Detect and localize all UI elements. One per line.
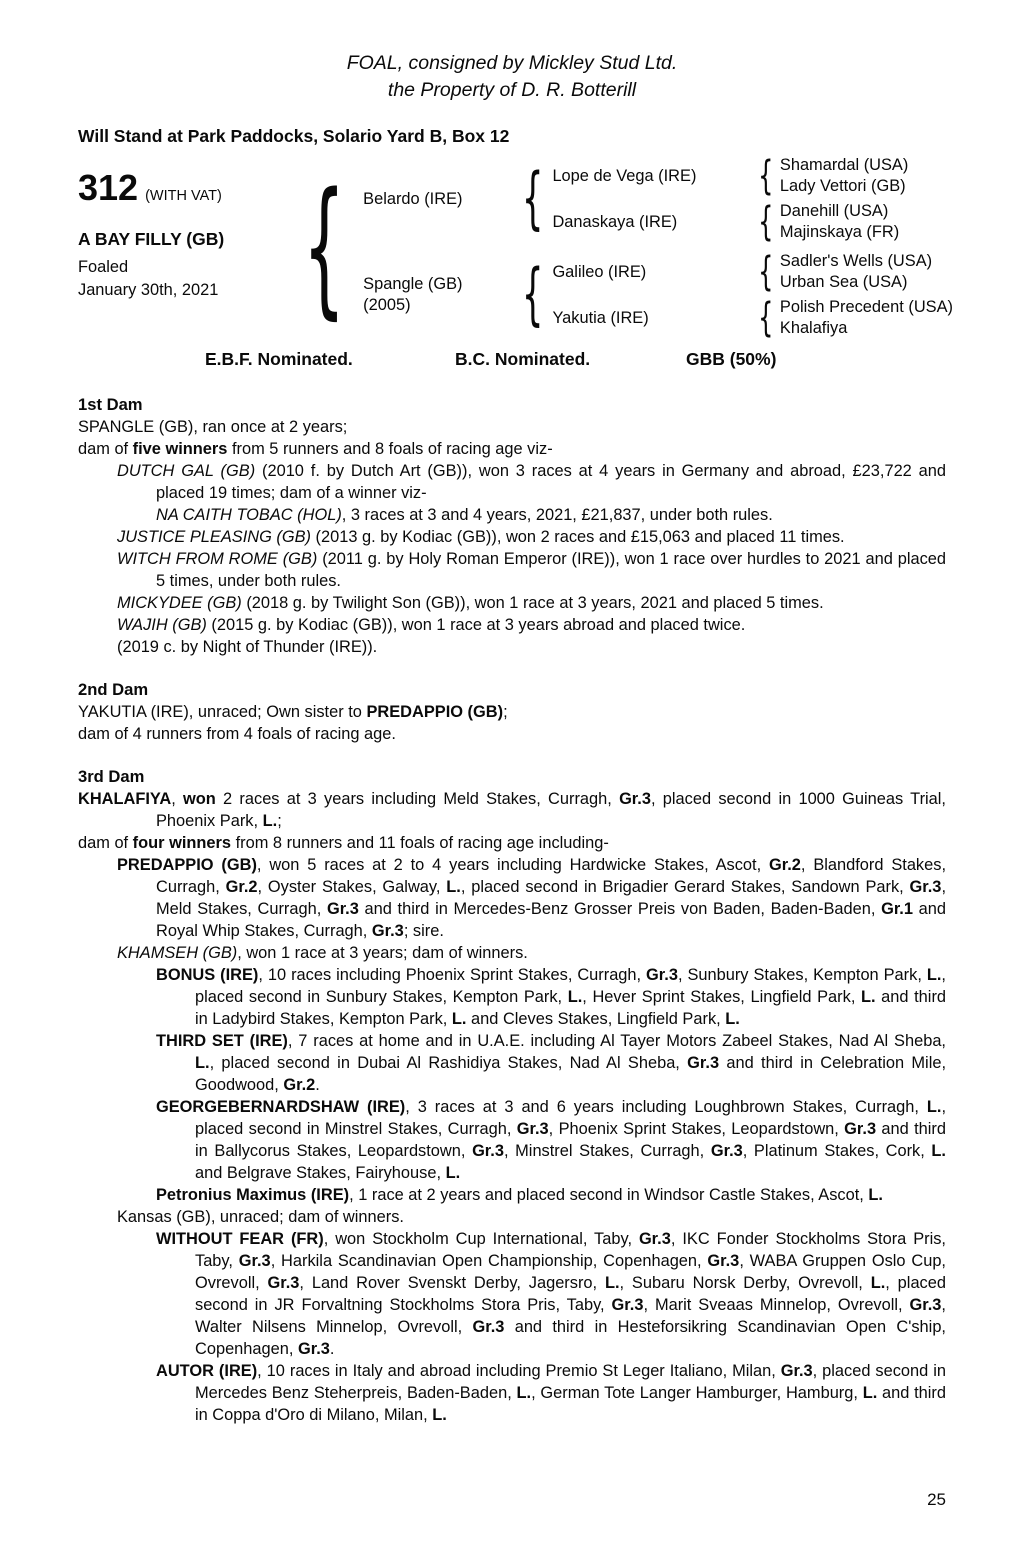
text-run: , placed second in Minstrel Stakes, Curragh,: [195, 1098, 946, 1138]
dam-sire-sire-name: Sadler's Wells (USA): [779, 252, 933, 270]
text-run: Gr.3: [611, 1296, 644, 1314]
pedigree-paragraph: [78, 614, 946, 636]
text-run: Gr.2: [283, 1076, 316, 1094]
text-run: Gr.3: [238, 1252, 271, 1270]
text-run: Gr.3: [909, 878, 942, 896]
text-run: Gr.1: [881, 900, 913, 918]
text-run: from 5 runners and 8 foals of racing age viz-: [227, 440, 553, 458]
lot-info: [78, 155, 285, 301]
text-run: WITCH FROM ROME (GB): [117, 550, 318, 568]
text-run: , Meld Stakes, Curragh,: [156, 878, 946, 918]
text-run: Gr.3: [298, 1340, 330, 1358]
pedigree-paragraph: [78, 548, 946, 592]
text-run: and third in Mercedes-Benz Grosser Preis von Baden, Baden-Baden,: [358, 900, 882, 918]
text-run: Petronius Maximus (IRE): [156, 1186, 350, 1204]
text-run: , Harkila Scandinavian Open Championship, Copenhagen,: [270, 1252, 708, 1270]
text-run: (2018 g. by Twilight Son (GB)), won 1 race at 3 years, 2021 and placed 5 times.: [241, 594, 824, 612]
text-run: Gr.2: [769, 856, 801, 874]
sire-dam-name: Danaskaya (IRE): [552, 212, 678, 231]
dam-sire-name: Galileo (IRE): [552, 262, 647, 281]
text-run: PREDAPPIO (GB): [366, 703, 504, 721]
pedigree-paragraph: [78, 1184, 946, 1206]
text-run: dam of 4 runners from 4 foals of racing age.: [78, 725, 396, 743]
pedigree-paragraph: [78, 854, 946, 942]
text-run: Kansas (GB), unraced; dam of winners.: [117, 1208, 404, 1226]
text-run: ; sire.: [403, 922, 444, 940]
text-run: L.: [931, 1142, 946, 1160]
pedigree-paragraph: [78, 1360, 946, 1426]
text-run: and third in Hesteforsikring Scandinavian Open C'ship, Copenhagen,: [195, 1318, 946, 1358]
text-run: Gr.3: [619, 790, 651, 808]
pedigree-paragraph: [78, 1228, 946, 1360]
text-run: Gr.3: [710, 1142, 743, 1160]
text-run: and third in Ladybird Stakes, Kempton Park,: [195, 988, 947, 1028]
text-run: Gr.3: [516, 1120, 549, 1138]
section-heading: 3rd Dam: [78, 767, 145, 786]
text-run: , 10 races including Phoenix Sprint Stakes, Curragh,: [258, 966, 647, 984]
dam-sections: [78, 394, 946, 1426]
text-run: 2 races at 3 years including Meld Stakes, Curragh,: [215, 790, 620, 808]
pedigree-paragraph: [78, 942, 946, 964]
pedigree-paragraph: [78, 438, 946, 460]
dam-dam-branch: [552, 297, 953, 339]
text-run: Gr.3: [707, 1252, 740, 1270]
pedigree-paragraph: [78, 416, 946, 438]
stand-location: Will Stand at Park Paddocks, Solario Yard B, Box 12: [78, 126, 510, 146]
pedigree-paragraph: [78, 636, 946, 658]
text-run: Gr.3: [646, 966, 678, 984]
text-run: (2019 c. by Night of Thunder (IRE)).: [117, 638, 378, 656]
lot-number: 312: [78, 167, 139, 208]
text-run: ;: [277, 812, 282, 830]
text-run: WAJIH (GB): [117, 616, 207, 634]
text-run: Gr.3: [472, 1142, 504, 1160]
pedigree-paragraph: [78, 788, 946, 832]
text-run: (2013 g. by Kodiac (GB)), won 2 races and £15,063 and placed 11 times.: [311, 528, 845, 546]
text-run: and third in Celebration Mile, Goodwood,: [195, 1054, 946, 1094]
text-run: ;: [503, 703, 508, 721]
text-run: won: [183, 790, 216, 808]
gbb-nomination: GBB (50%): [686, 349, 777, 369]
dam-sire-branch: [552, 251, 953, 293]
owner-line: the Property of D. R. Botterill: [387, 79, 637, 101]
text-run: L.: [567, 988, 583, 1006]
dam-branch: [363, 251, 953, 339]
sire-branch: [363, 155, 953, 243]
text-run: L.: [432, 1406, 447, 1424]
text-run: , Hever Sprint Stakes, Lingfield Park,: [582, 988, 861, 1006]
pedigree-paragraph: [78, 701, 946, 723]
dam-year: (2005): [363, 296, 411, 314]
text-run: ,: [171, 790, 184, 808]
sire-sire-name: Lope de Vega (IRE): [552, 166, 697, 185]
pedigree-brace-dam-dam: {: [758, 295, 774, 341]
text-run: KHALAFIYA: [78, 790, 172, 808]
text-run: , 10 races in Italy and abroad including Premio St Leger Italiano, Milan,: [257, 1362, 781, 1380]
pedigree-paragraph: [78, 526, 946, 548]
pedigree-brace-sire: {: [521, 159, 544, 238]
text-run: four winners: [132, 834, 232, 852]
pedigree-paragraph: [78, 964, 946, 1030]
dam-dam-sire-name: Polish Precedent (USA): [779, 298, 953, 316]
text-run: L.: [926, 1098, 942, 1116]
consignor-header: [78, 50, 946, 104]
text-run: and Royal Whip Stakes, Curragh,: [156, 900, 946, 940]
pedigree-paragraph: [78, 460, 946, 504]
text-run: Gr.3: [326, 900, 359, 918]
pedigree-brace-sire-sire: {: [758, 153, 774, 199]
text-run: , Walter Nilsens Minnelop, Ovrevoll,: [195, 1296, 946, 1336]
text-run: KHAMSEH (GB): [117, 944, 238, 962]
text-run: L.: [516, 1384, 532, 1402]
horse-description: A BAY FILLY (GB): [78, 229, 225, 249]
pedigree-paragraph: [78, 592, 946, 614]
text-run: , Blandford Stakes, Curragh,: [156, 856, 946, 896]
text-run: , Minstrel Stakes, Curragh,: [503, 1142, 711, 1160]
dam-sire-dam-name: Urban Sea (USA): [779, 273, 908, 291]
text-run: .: [315, 1076, 320, 1094]
text-run: DUTCH GAL (GB): [117, 462, 256, 480]
text-run: Gr.3: [371, 922, 404, 940]
section-heading: 2nd Dam: [78, 680, 149, 699]
text-run: MICKYDEE (GB): [117, 594, 242, 612]
pedigree-paragraph: [78, 1096, 946, 1184]
text-run: GEORGEBERNARDSHAW (IRE): [156, 1098, 406, 1116]
text-run: Gr.3: [780, 1362, 813, 1380]
dam-name-block: [363, 274, 513, 316]
vat-note: (WITH VAT): [145, 188, 222, 204]
text-run: , placed second in JR Forvaltning Stockholms Stora Pris, Taby,: [195, 1274, 946, 1314]
text-run: , 3 races at 3 and 6 years including Loughbrown Stakes, Curragh,: [405, 1098, 927, 1116]
sire-dam-sire-name: Danehill (USA): [779, 202, 889, 220]
text-run: THIRD SET (IRE): [156, 1032, 288, 1050]
text-run: from 8 runners and 11 foals of racing age including-: [231, 834, 609, 852]
text-run: , IKC Fonder Stockholms Stora Pris, Taby,: [195, 1230, 946, 1270]
text-run: L.: [604, 1274, 620, 1292]
text-run: five winners: [132, 440, 228, 458]
text-run: , Land Rover Svenskt Derby, Jagersro,: [299, 1274, 605, 1292]
text-run: L.: [445, 1164, 461, 1182]
text-run: , Sunbury Stakes, Kempton Park,: [677, 966, 927, 984]
text-run: and Cleves Stakes, Lingfield Park,: [466, 1010, 726, 1028]
text-run: dam of: [78, 440, 133, 458]
text-run: , Platinum Stakes, Cork,: [742, 1142, 932, 1160]
pedigree-brace-dam-sire: {: [758, 249, 774, 295]
page-number: 25: [927, 1490, 946, 1509]
sire-sire-dam-name: Lady Vettori (GB): [779, 177, 906, 195]
text-run: and third in Ballycorus Stakes, Leopardstown,: [195, 1120, 946, 1160]
sire-dam-branch: [552, 201, 908, 243]
text-run: (2015 g. by Kodiac (GB)), won 1 race at 3 years abroad and placed twice.: [206, 616, 746, 634]
text-run: (2010 f. by Dutch Art (GB)), won 3 races at 4 years in Germany and abroad, £23,722 and placed 19 times; dam of a winner viz-: [156, 462, 946, 502]
text-run: L.: [926, 966, 942, 984]
text-run: .: [329, 1340, 335, 1358]
text-run: YAKUTIA (IRE), unraced; Own sister to: [78, 703, 367, 721]
pedigree-paragraph: [78, 1030, 946, 1096]
nominations-row: [78, 349, 946, 373]
text-run: SPANGLE (GB), ran once at 2 years;: [78, 418, 348, 436]
consignor-line: FOAL, consigned by Mickley Stud Ltd.: [346, 52, 678, 74]
sire-sire-sire-name: Shamardal (USA): [779, 156, 909, 174]
foaled-date: January 30th, 2021: [78, 281, 219, 299]
pedigree-paragraph: [78, 1206, 946, 1228]
text-run: PREDAPPIO (GB): [117, 856, 257, 874]
dam-dam-name: Yakutia (IRE): [552, 308, 649, 327]
text-run: Gr.3: [267, 1274, 300, 1292]
text-run: L.: [870, 1274, 886, 1292]
pedigree-brace-sire-dam: {: [758, 199, 774, 245]
text-run: L.: [262, 812, 278, 830]
text-run: Gr.3: [687, 1054, 720, 1072]
text-run: NA CAITH TOBAC (HOL): [156, 506, 342, 524]
lot-number-row: [78, 167, 285, 209]
text-run: BONUS (IRE): [156, 966, 259, 984]
pedigree-paragraph: [78, 723, 946, 745]
pedigree-brace-main: {: [302, 161, 346, 333]
text-run: , placed second in 1000 Guineas Trial, Phoenix Park,: [156, 790, 946, 830]
text-run: L.: [451, 1010, 467, 1028]
text-run: L.: [862, 1384, 878, 1402]
text-run: JUSTICE PLEASING (GB): [117, 528, 311, 546]
pedigree-paragraph: [78, 504, 946, 526]
sire-sire-branch: [552, 155, 908, 197]
text-run: Gr.3: [909, 1296, 942, 1314]
text-run: L.: [446, 878, 461, 896]
text-run: , won 5 races at 2 to 4 years including Hardwicke Stakes, Ascot,: [256, 856, 769, 874]
text-run: , WABA Gruppen Oslo Cup, Ovrevoll,: [195, 1252, 946, 1292]
lot-pedigree-block: [78, 153, 953, 341]
text-run: , placed second in Mercedes Benz Steherpreis, Baden-Baden,: [195, 1362, 946, 1402]
pedigree-paragraph: [78, 832, 946, 854]
text-run: , German Tote Langer Hamburger, Hamburg,: [531, 1384, 863, 1402]
text-run: (2011 g. by Holy Roman Emperor (IRE)), won 1 race over hurdles to 2021 and placed 5 times, under both rules.: [156, 550, 946, 590]
text-run: , Subaru Norsk Derby, Ovrevoll,: [619, 1274, 871, 1292]
dam-name: Spangle (GB): [363, 275, 463, 293]
text-run: Gr.3: [472, 1318, 505, 1336]
text-run: dam of: [78, 834, 133, 852]
text-run: AUTOR (IRE): [156, 1362, 258, 1380]
sire-name: Belardo (IRE): [363, 189, 463, 208]
dam-dam-dam-name: Khalafiya: [779, 319, 848, 337]
section-heading: 1st Dam: [78, 395, 143, 414]
text-run: Gr.2: [225, 878, 258, 896]
text-run: , Marit Sveaas Minnelop, Ovrevoll,: [643, 1296, 910, 1314]
text-run: , won Stockholm Cup International, Taby,: [323, 1230, 639, 1248]
text-run: and third in Coppa d'Oro di Milano, Milan,: [195, 1384, 947, 1424]
text-run: , Phoenix Sprint Stakes, Leopardstown,: [548, 1120, 845, 1138]
text-run: WITHOUT FEAR (FR): [156, 1230, 324, 1248]
text-run: and Belgrave Stakes, Fairyhouse,: [195, 1164, 446, 1182]
text-run: , 1 race at 2 years and placed second in Windsor Castle Stakes, Ascot,: [349, 1186, 869, 1204]
text-run: , placed second in Sunbury Stakes, Kempton Park,: [195, 966, 946, 1006]
pedigree-tree: [285, 155, 953, 339]
text-run: Gr.3: [844, 1120, 877, 1138]
pedigree-brace-dam: {: [521, 255, 544, 334]
bc-nomination: B.C. Nominated.: [455, 349, 591, 369]
text-run: , 7 races at home and in U.A.E. including Al Tayer Motors Zabeel Stakes, Nad Al Sheba,: [287, 1032, 946, 1050]
foaled-label: Foaled: [78, 258, 129, 276]
text-run: Gr.3: [638, 1230, 671, 1248]
text-run: , Oyster Stakes, Galway,: [257, 878, 447, 896]
text-run: L.: [725, 1010, 740, 1028]
text-run: L.: [868, 1186, 883, 1204]
text-run: L.: [861, 988, 876, 1006]
text-run: , 3 races at 3 and 4 years, 2021, £21,837, under both rules.: [341, 506, 773, 524]
text-run: L.: [195, 1054, 210, 1072]
text-run: , placed second in Brigadier Gerard Stakes, Sandown Park,: [460, 878, 910, 896]
ebf-nomination: E.B.F. Nominated.: [205, 349, 353, 369]
text-run: , won 1 race at 3 years; dam of winners.: [237, 944, 528, 962]
sire-dam-dam-name: Majinskaya (FR): [779, 223, 900, 241]
text-run: , placed second in Dubai Al Rashidiya Stakes, Nad Al Sheba,: [209, 1054, 688, 1072]
